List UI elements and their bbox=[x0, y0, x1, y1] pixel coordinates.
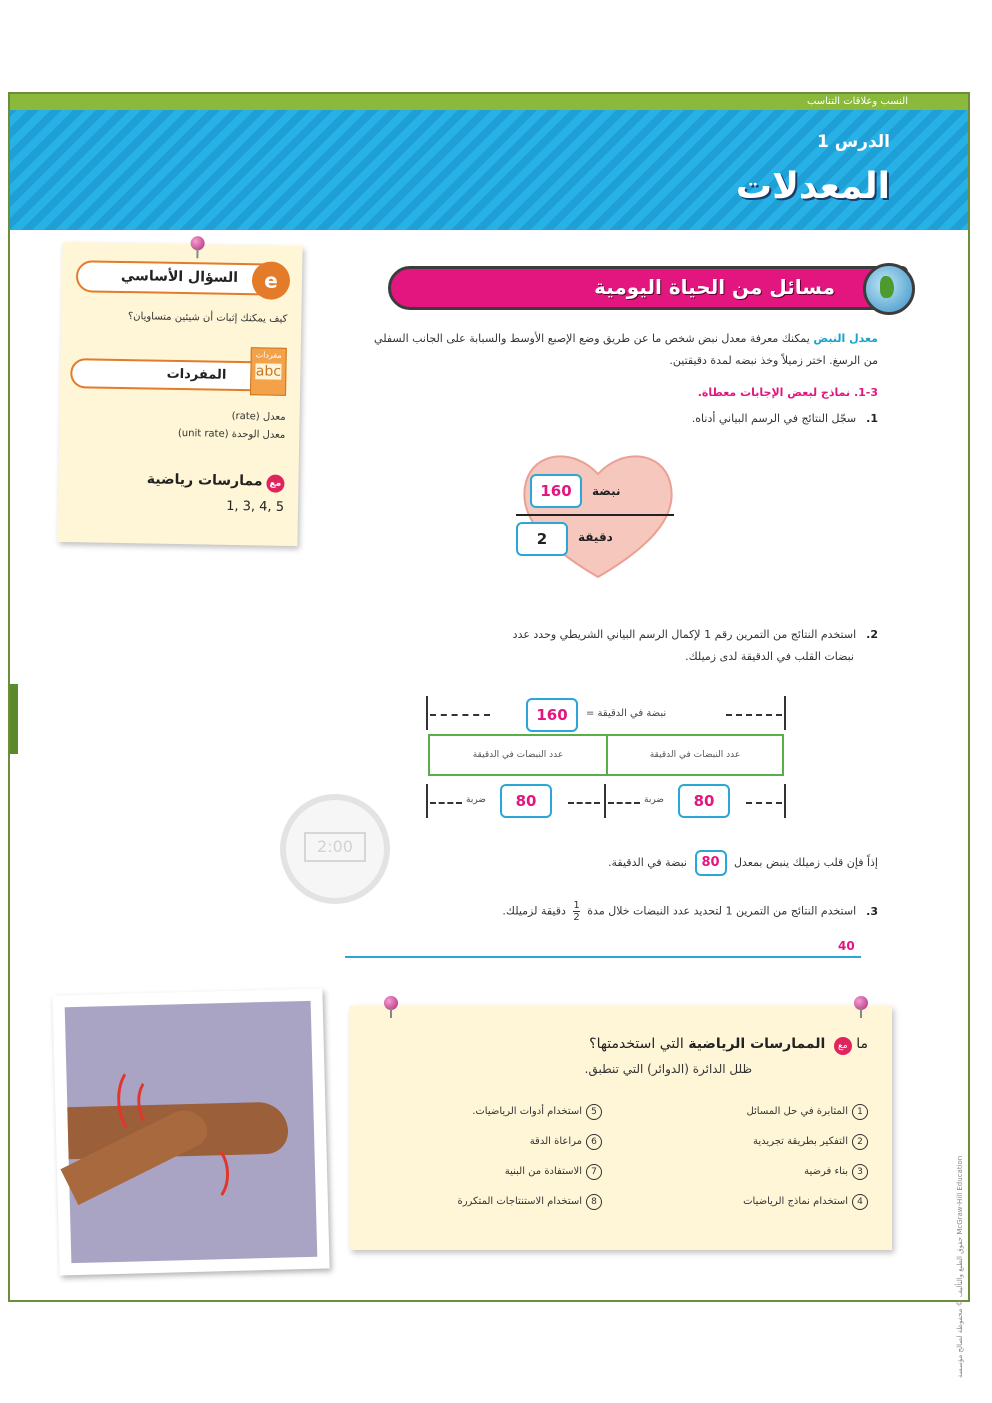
math-practices-note bbox=[350, 1006, 892, 1250]
option-circle[interactable]: 8 bbox=[586, 1194, 602, 1210]
stopwatch-display: 2:00 bbox=[304, 832, 366, 862]
practice-option[interactable] bbox=[530, 1134, 602, 1150]
tape-left-answer: 80 bbox=[500, 784, 552, 818]
tape-tick bbox=[426, 696, 428, 730]
tape-cell-right: عدد النبضات في الدقيقة bbox=[606, 736, 782, 774]
intro-paragraph bbox=[358, 328, 878, 372]
math-practices-label: ممارسات رياضية bbox=[146, 471, 263, 490]
tape-tick bbox=[426, 784, 428, 818]
vocabulary-item: معدل الوحدة (unit rate) bbox=[177, 427, 286, 441]
globe-icon bbox=[863, 263, 915, 315]
pushpin-icon bbox=[384, 996, 398, 1010]
option-circle[interactable]: 5 bbox=[586, 1104, 602, 1120]
practices-question-bold: الممارسات الرياضية bbox=[688, 1036, 826, 1052]
pushpin-icon bbox=[191, 236, 205, 250]
option-label: التفكير بطريقة تجريدية bbox=[753, 1136, 848, 1147]
real-world-banner bbox=[388, 266, 908, 310]
tape-bar bbox=[428, 734, 784, 776]
essential-question-icon: e bbox=[252, 261, 291, 300]
essential-question-box bbox=[76, 260, 285, 296]
vocabulary-icon-glyph: abc bbox=[255, 363, 282, 380]
tape-dash bbox=[430, 714, 490, 716]
heart-bottom-label: دقيقة bbox=[578, 530, 613, 544]
question-text: استخدم النتائج من التمرين 1 لتحديد عدد النبضات خلال مدة bbox=[587, 904, 857, 918]
conclusion-answer: 80 bbox=[695, 850, 727, 876]
option-circle[interactable]: 1 bbox=[852, 1104, 868, 1120]
tape-dash bbox=[608, 802, 640, 804]
chapter-tab bbox=[10, 684, 18, 754]
practices-question-suffix: التي استخدمتها؟ bbox=[589, 1036, 684, 1052]
strand-title: النسب وعلاقات التناسب bbox=[806, 96, 908, 107]
stopwatch-icon bbox=[280, 794, 390, 904]
question-2-cont: نبضات القلب في الدقيقة لدى زميلك. bbox=[685, 650, 854, 663]
option-label: بناء فرضية bbox=[804, 1166, 848, 1177]
tape-dash bbox=[746, 802, 782, 804]
option-circle[interactable]: 7 bbox=[586, 1164, 602, 1180]
question-3 bbox=[502, 900, 878, 923]
option-label: المثابرة في حل المسائل bbox=[746, 1106, 848, 1117]
essential-question-text: كيف يمكنك إثبات أن شيئين متساويان؟ bbox=[127, 311, 288, 325]
tape-right-answer: 80 bbox=[678, 784, 730, 818]
practice-option[interactable] bbox=[505, 1164, 602, 1180]
option-label: مراعاة الدقة bbox=[529, 1136, 582, 1147]
option-circle[interactable]: 4 bbox=[852, 1194, 868, 1210]
fraction-numerator: 1 bbox=[573, 900, 580, 911]
conclusion-prefix: إذاً فإن قلب زميلك ينبض بمعدل bbox=[734, 856, 878, 869]
question-text: استخدم النتائج من التمرين رقم 1 لإكمال الرسم البياني الشريطي وحدد عدد bbox=[512, 628, 857, 641]
option-label: استخدام أدوات الرياضيات. bbox=[472, 1106, 582, 1117]
photo-image bbox=[65, 1001, 318, 1263]
pushpin-icon bbox=[854, 996, 868, 1010]
vocabulary-icon-text: مفردات bbox=[255, 350, 282, 360]
practices-instruction: ظلل الدائرة (الدوائر) التي تنطبق. bbox=[584, 1062, 752, 1076]
vocabulary-box bbox=[70, 350, 282, 392]
math-practices-badge: مع bbox=[266, 475, 284, 493]
lesson-banner bbox=[10, 94, 968, 230]
intro-term: معدل النبض bbox=[813, 332, 878, 345]
tape-cell-left: عدد النبضات في الدقيقة bbox=[472, 750, 564, 760]
lesson-page bbox=[8, 92, 970, 1378]
conclusion-suffix: نبضة في الدقيقة. bbox=[608, 856, 687, 869]
lesson-number: الدرس 1 bbox=[816, 132, 890, 152]
heart-top-label: نبضة bbox=[592, 484, 621, 498]
option-circle[interactable]: 3 bbox=[852, 1164, 868, 1180]
tape-top-answer: 160 bbox=[526, 698, 578, 732]
question-number: 2. bbox=[866, 628, 878, 641]
practice-option[interactable] bbox=[746, 1104, 868, 1120]
heart-bottom-answer: 2 bbox=[516, 522, 568, 556]
vocabulary-label: المفردات bbox=[166, 366, 227, 383]
option-label: الاستفادة من البنية bbox=[504, 1166, 582, 1177]
tape-tick bbox=[604, 784, 606, 818]
option-circle[interactable]: 2 bbox=[852, 1134, 868, 1150]
vocabulary-icon bbox=[250, 347, 287, 396]
tape-top-label: نبضة في الدقيقة = bbox=[586, 708, 667, 719]
question-text: سجّل النتائج في الرسم البياني أدناه. bbox=[691, 412, 857, 425]
intro-text: يمكنك معرفة معدل نبض شخص ما عن طريق وضع الإصبع الأوسط والسبابة على الجانب السفلي من الرسغ. اختر زميلاً وخذ نبضه لمدة دقيقتين. bbox=[374, 332, 878, 367]
tape-unit-label: ضربة bbox=[644, 795, 664, 805]
question-number: 3. bbox=[866, 904, 878, 918]
math-practices-title bbox=[147, 471, 285, 492]
copyright-text: حقوق الطبع والتأليف © محفوظة لصالح مؤسسة McGraw-Hill Education bbox=[956, 1155, 964, 1378]
option-label: استخدام الاستنتاجات المتكررة bbox=[457, 1196, 582, 1207]
sidebar-sticky-note bbox=[57, 242, 302, 546]
practice-option[interactable] bbox=[472, 1104, 602, 1120]
heart-top-answer: 160 bbox=[530, 474, 582, 508]
practice-option[interactable] bbox=[804, 1164, 868, 1180]
heart-icon bbox=[518, 442, 678, 582]
tape-dash bbox=[726, 714, 782, 716]
tape-dash bbox=[430, 802, 462, 804]
practice-option[interactable] bbox=[457, 1194, 602, 1210]
option-circle[interactable]: 6 bbox=[586, 1134, 602, 1150]
option-label: استخدام نماذج الرياضيات bbox=[743, 1196, 848, 1207]
answers-note: 1-3. نماذج لبعض الإجابات معطاة. bbox=[697, 386, 878, 399]
practice-option[interactable] bbox=[743, 1194, 868, 1210]
fraction-bar bbox=[516, 514, 674, 516]
pulse-photo bbox=[52, 989, 329, 1276]
question-text: دقيقة لزميلك. bbox=[502, 904, 566, 918]
conclusion-line bbox=[608, 850, 878, 876]
fraction-half bbox=[573, 900, 579, 923]
fraction-denominator: 2 bbox=[573, 912, 580, 923]
divider-line bbox=[345, 956, 861, 958]
tape-tick bbox=[784, 696, 786, 730]
tape-unit-label: ضربة bbox=[466, 795, 486, 805]
vocabulary-item: معدل (rate) bbox=[231, 410, 286, 423]
question-2 bbox=[513, 624, 878, 646]
page-number: 40 bbox=[838, 939, 855, 953]
math-practices-numbers: 1, 3, 4, 5 bbox=[226, 498, 285, 515]
question-1 bbox=[692, 408, 878, 430]
practices-badge: مع bbox=[834, 1037, 852, 1055]
real-world-title: مسائل من الحياة اليومية bbox=[594, 275, 835, 299]
lesson-title: المعدلات bbox=[735, 166, 890, 207]
essential-question-label: السؤال الأساسي bbox=[120, 267, 239, 286]
practices-question bbox=[589, 1036, 868, 1055]
practice-option[interactable] bbox=[753, 1134, 868, 1150]
tape-dash bbox=[568, 802, 600, 804]
tape-tick bbox=[784, 784, 786, 818]
copyright-credit bbox=[950, 974, 964, 1394]
question-number: 1. bbox=[866, 412, 878, 425]
practices-question-prefix: ما bbox=[856, 1036, 868, 1052]
